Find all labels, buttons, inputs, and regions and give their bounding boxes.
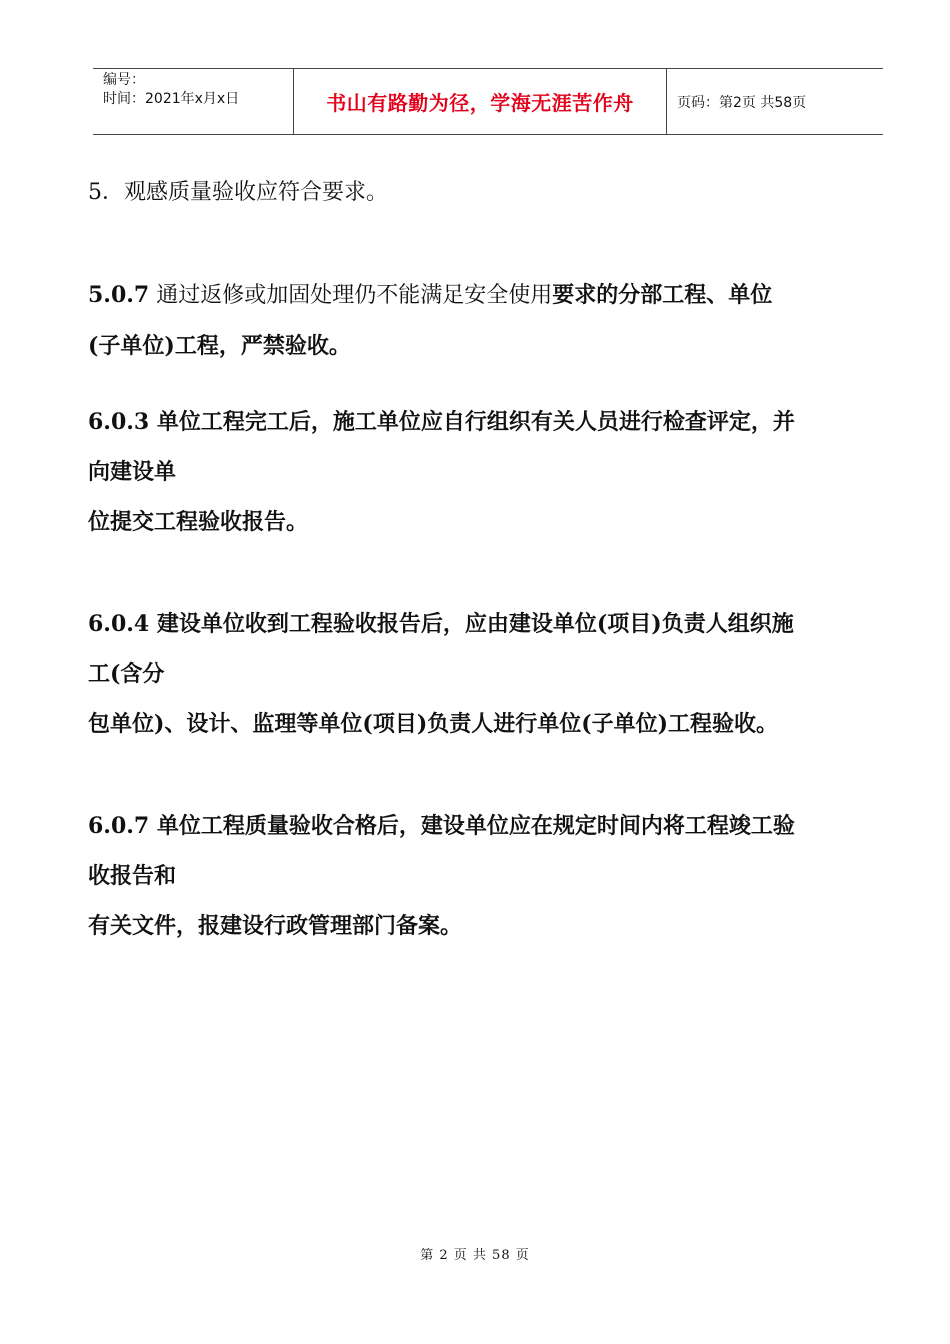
page-header <box>93 68 883 135</box>
section-number: 5.0.7 <box>88 282 150 308</box>
page-footer: 第 2 页 共 58 页 <box>420 1248 530 1263</box>
section-6-0-7-line1: 6.0.7 单位工程质量验收合格后，建设单位应在规定时间内将工程竣工验 <box>88 813 795 839</box>
section-5-0-7-line2: (子单位)工程，严禁验收。 <box>88 333 351 359</box>
item-5: 5．观感质量验收应符合要求。 <box>88 180 388 205</box>
section-6-0-3-line2: 向建设单 <box>88 459 177 485</box>
header-page-info: 页码：第2页 共58页 <box>677 94 807 111</box>
time-label: 时间：2021年x月x日 <box>103 91 240 107</box>
section-6-0-4-line2: 工(含分 <box>88 661 165 687</box>
section-6-0-3-line3: 位提交工程验收报告。 <box>88 509 309 535</box>
section-6-0-7-line3: 有关文件，报建设行政管理部门备案。 <box>88 913 463 939</box>
number-label: 编号： <box>103 72 145 88</box>
section-text: 通过返修或加固处理仍不能满足安全使用 <box>149 283 553 308</box>
section-text-bold: 要求的分部工程、单位 <box>552 282 773 308</box>
section-6-0-7-line2: 收报告和 <box>88 863 177 889</box>
header-motto: 书山有路勤为径，学海无涯苦作舟 <box>294 69 667 134</box>
section-5-0-7-line1 <box>88 270 888 321</box>
header-meta <box>93 69 294 134</box>
section-6-0-3-line1: 6.0.3 单位工程完工后，施工单位应自行组织有关人员进行检查评定，并 <box>88 409 795 435</box>
section-6-0-4-line3: 包单位)、设计、监理等单位(项目)负责人进行单位(子单位)工程验收。 <box>88 711 779 737</box>
section-6-0-4-line1: 6.0.4 建设单位收到工程验收报告后，应由建设单位(项目)负责人组织施 <box>88 611 794 637</box>
document-body <box>88 168 888 951</box>
